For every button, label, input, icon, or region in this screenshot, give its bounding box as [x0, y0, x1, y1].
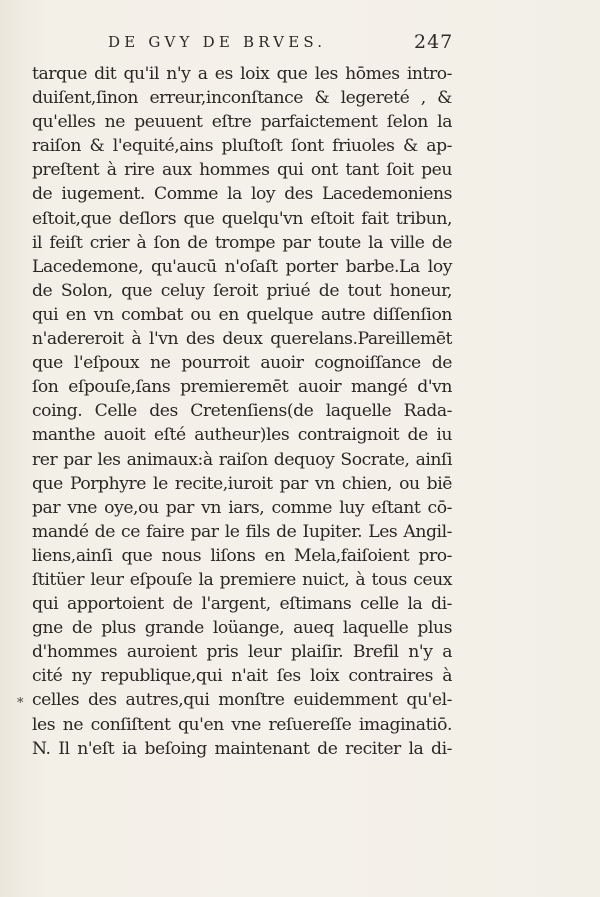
text-line: cité ny republique,qui n'ait ſes loix contraires à	[32, 666, 452, 687]
text-line: qui en vn combat ou en quelque autre diſſenſion	[32, 304, 452, 325]
text-line: les ne conſiſtent qu'en vne reſuereſſe imaginatiō.	[32, 714, 452, 735]
margin-asterisk-mark: *	[17, 696, 24, 711]
text-line: mandé de ce faire par le fils de Iupiter. Les Angil-	[32, 521, 452, 542]
text-line: celles des autres,qui monſtre euidemment qu'el-	[32, 690, 452, 711]
text-line: il feiſt crier à ſon de trompe par toute la ville de	[32, 232, 452, 253]
text-line: ſon eſpouſe,ſans premieremēt auoir mangé d'vn	[32, 377, 452, 398]
text-line: Lacedemone, qu'aucū n'oſaſt porter barbe.La loy	[32, 256, 452, 277]
running-title: DE GVY DE BRVES.	[108, 33, 327, 51]
text-line: eſtoit,que deſlors que quelqu'vn eſtoit fait tribun,	[32, 208, 452, 229]
text-line: rer par les animaux:à raiſon dequoy Socrate, ainſi	[32, 449, 452, 470]
page-number: 247	[414, 31, 454, 53]
running-head	[0, 30, 600, 54]
text-line: preſtent à rire aux hommes qui ont tant ſoit peu	[32, 160, 452, 181]
text-line: gne de plus grande loüange, aueq laquelle plus	[32, 618, 452, 639]
text-line: n'adereroit à l'vn des deux querelans.Pareillemēt	[32, 329, 452, 350]
text-line: coing. Celle des Cretenſiens(de laquelle Rada-	[32, 401, 452, 422]
text-line: liens,ainſi que nous liſons en Mela,faiſoient pro-	[32, 545, 452, 566]
text-line: qu'elles ne peuuent eſtre parfaictement ſelon la	[32, 112, 452, 133]
text-line: manthe auoit eſté autheur)les contraignoit de iu	[32, 425, 452, 446]
text-line: d'hommes auroient pris leur plaiſir. Brefil n'y a	[32, 642, 452, 663]
text-line: qui apportoient de l'argent, eſtimans celle la di-	[32, 594, 452, 615]
text-line: de Solon, que celuy ſeroit priué de tout honeur,	[32, 280, 452, 301]
text-line: par vne oye,ou par vn iars, comme luy eſtant cō-	[32, 497, 452, 518]
text-line: que l'eſpoux ne pourroit auoir cognoiſſance de	[32, 353, 452, 374]
text-line: que Porphyre le recite,iuroit par vn chien, ou biē	[32, 473, 452, 494]
text-line: tarque dit qu'il n'y a es loix que les hōmes intro-	[32, 64, 452, 84]
text-line: raiſon & l'equité,ains pluſtoſt ſont friuoles & ap-	[32, 136, 452, 157]
body-text	[32, 62, 452, 761]
text-line: ſtitüer leur eſpouſe la premiere nuict, à tous ceux	[32, 569, 452, 590]
text-line: de iugement. Comme la loy des Lacedemoniens	[32, 184, 452, 205]
text-line: N. Il n'eſt ia beſoing maintenant de reciter la di-	[32, 738, 452, 759]
text-line: duiſent,ſinon erreur,inconſtance & legereté , &	[32, 88, 452, 109]
